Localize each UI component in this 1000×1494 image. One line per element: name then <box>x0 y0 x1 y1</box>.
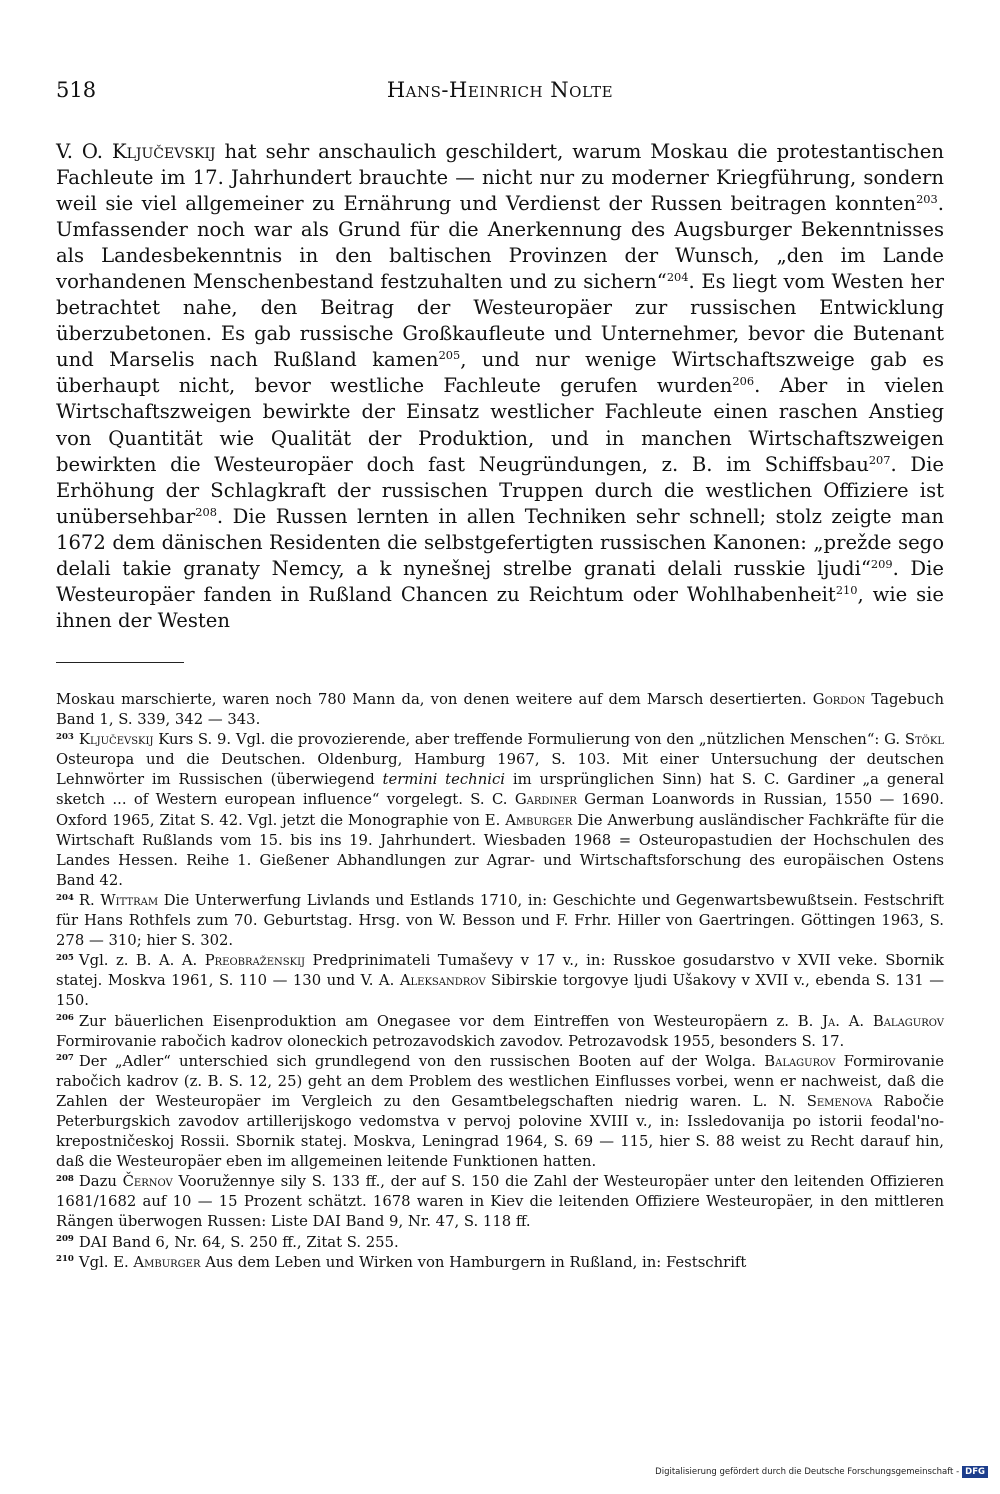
footnote-number: 207 <box>56 1053 74 1064</box>
text-run: Formirovanie rabočich kadrov (z. B. S. 12, 25) geht an dem Problem des westlichen Einflusses vorbei, wenn er nachweist, daß die Zahlen der Westeuropäer im Vergleich zu den Gesamtbelegschaften niedrig waren. L. N. <box>56 1052 944 1110</box>
text-run: Predprinimateli Tumaševy v 17 v., in: Russkoe gosudarstvo v XVII veke. Sbornik statej. Moskva 1961, S. 110 — 130 und V. A. <box>56 952 945 990</box>
text-run: Vgl. z. B. A. A. <box>78 952 205 970</box>
text-run: Vooružennye sily S. 133 ff., der auf S. 150 die Zahl der Westeuropäer unter den leitenden Offizieren 1681/1682 auf 10 — 15 Prozent schätzt. 1678 waren in Kiev die leitenden Offiziere Westeuropäer, in den mittleren Rängen überwogen Russen: Liste DAI Band 9, Nr. 47, S. 118 ff. <box>56 1173 945 1231</box>
footnote-ref: 210 <box>835 582 858 597</box>
text-run: Zur bäuerlichen Eisenproduktion am Onegasee vor dem Eintreffen von Westeuropäern z. B. <box>78 1012 823 1030</box>
text-run: Der „Adler“ unterschied sich grundlegend von den russischen Booten auf der Wolga. <box>78 1052 765 1070</box>
text-run: . Es liegt vom Westen her betrachtet nahe, den Beitrag der Westeuropäer zur russischen Entwicklung überzubetonen. Es gab russische Großkaufleute und Unternehmer, bevor die Butenant und Marselis nach Rußland kamen <box>56 270 944 372</box>
author-name: Semenova <box>806 1092 873 1110</box>
author-name: Balagurov <box>764 1052 836 1070</box>
page-number: 518 <box>56 78 97 102</box>
footnote-207 <box>56 1052 944 1173</box>
author-name: Stökl <box>904 731 944 749</box>
footnote-ref: 204 <box>666 270 689 285</box>
footnote-206 <box>56 1012 944 1052</box>
footnote-continuation <box>56 690 944 730</box>
text-run: Die Unterwerfung Livlands und Estlands 1710, in: Geschichte und Gegenwartsbewußtsein. Festschrift für Hans Rothfels zum 70. Geburtstag. Hrsg. von W. Besson und F. Frhr. Hiller von Gaertringen. Göttingen 1963, S. 278 — 310; hier S. 302. <box>56 891 944 950</box>
body-paragraph <box>56 139 944 634</box>
text-run: . Aber in vielen Wirtschaftszweigen bewirkte der Einsatz westlicher Fachleute einen raschen Anstieg von Quantität wie Qualität der Produktion, und in manchen Wirtschaftszweigen bewirkten die Westeuropäer doch fast Neugründungen, z. B. im Schiffsbau <box>56 374 944 476</box>
text-run: Moskau marschierte, waren noch 780 Mann da, von denen weitere auf dem Marsch desertierten. <box>56 691 813 708</box>
text-run: Die Anwerbung ausländischer Fachkräfte für die Wirtschaft Rußlands vom 15. bis ins 19. Jahrhundert. Wiesbaden 1968 = Osteuropastudien der Hochschulen des Landes Hessen. Reihe 1. Gießener Abhandlungen zur Agrar- und Wirtschaftsforschung des europäischen Ostens Band 42. <box>56 811 945 889</box>
text-run: Vgl. E. <box>78 1253 134 1271</box>
text-run: Kurs S. 9. Vgl. die provozierende, aber treffende Formulierung von den „nützlichen Menschen“: G. <box>153 731 905 749</box>
author-name: Aleksandrov <box>399 972 486 990</box>
text-run: . Die Russen lernten in allen Techniken sehr schnell; stolz zeigte man 1672 dem dänischen Residenten die selbstgefertigten russischen Kanonen: „prežde sego delali takie granaty Nemcy, a k nynešnej strelbe granati delali russkie ljudi“ <box>56 504 944 580</box>
footnote-210 <box>56 1253 944 1273</box>
footnote-number: 204 <box>56 892 74 903</box>
text-run: . Umfassender noch war als Grund für die Anerkennung des Augsburger Bekenntnisses als Landesbekenntnis in den baltischen Provinzen der Wunsch, „den im Lande vorhandenen Menschenbestand festzuhalten und zu sichern“ <box>56 192 944 294</box>
text-run: , und nur wenige Wirtschaftszweige gab es überhaupt nicht, bevor westliche Fachleute gerufen wurden <box>56 348 944 398</box>
credit-text: Digitalisierung gefördert durch die Deutsche Forschungsgemeinschaft - <box>655 1467 960 1477</box>
author-name: Černov <box>122 1173 173 1191</box>
text-run: . Die Erhöhung der Schlagkraft der russischen Truppen durch die westlichen Offiziere ist unübersehbar <box>56 452 944 528</box>
text-run: . Die Westeuropäer fanden in Rußland Chancen zu Reichtum oder Wohlhabenheit <box>56 556 944 606</box>
text-run: German Loanwords in Russian, 1550 — 1690. Oxford 1965, Zitat S. 42. Vgl. jetzt die Monographie von E. <box>56 791 944 829</box>
text-run: Osteuropa und die Deutschen. Oldenburg, Hamburg 1967, S. 103. Mit einer Untersuchung der deutschen Lehnwörter im Russischen (überwiegend <box>56 751 944 789</box>
footnote-204 <box>56 891 944 951</box>
text-run: hat sehr anschaulich geschildert, warum Moskau die protestantischen Fachleute im 17. Jahrhundert brauchte — nicht nur zu moderner Kriegführung, sondern weil sie viel allgemeiner zu Ernährung und Verdienst der Russen beitragen konnten <box>56 140 944 216</box>
footnote-203 <box>56 730 944 891</box>
text-run: , wie sie ihnen der Westen <box>56 582 944 632</box>
text-run: im ursprünglichen Sinn) hat S. C. Gardiner „a general sketch ... of Western european influence“ vorgelegt. S. C. <box>56 771 945 809</box>
author-name: Ključevskij <box>111 140 216 163</box>
footnote-ref: 209 <box>870 556 893 571</box>
author-name: Amburger <box>505 811 573 829</box>
italic-term: termini technici <box>382 771 505 789</box>
author-name: Gordon <box>812 691 866 708</box>
text-run: Sibirskie torgovye ljudi Ušakovy v XVII v., ebenda S. 131 — 150. <box>56 972 944 1010</box>
author-name: Amburger <box>133 1253 201 1271</box>
footnote-ref: 208 <box>195 504 217 519</box>
text-run: R. <box>78 891 101 909</box>
footnote-ref: 207 <box>868 452 891 467</box>
footnote-205 <box>56 951 944 1011</box>
footnote-208 <box>56 1172 944 1232</box>
author-name: Wittram <box>100 891 159 909</box>
author-name: Gardiner <box>514 791 577 809</box>
text-run: Dazu <box>78 1173 123 1191</box>
digitization-credit <box>655 1466 988 1478</box>
text-run: Aus dem Leben und Wirken von Hamburgern in Rußland, in: Festschrift <box>200 1253 747 1271</box>
footnote-number: 206 <box>56 1013 74 1024</box>
footnote-number: 208 <box>56 1173 74 1184</box>
footnotes <box>56 690 944 1273</box>
text-run: V. O. <box>56 140 112 163</box>
text-run: Formirovanie rabočich kadrov oloneckich petrozavodskich zavodov. Petrozavodsk 1955, besonders S. 17. <box>56 1032 845 1050</box>
footnote-number: 205 <box>56 952 74 963</box>
page-header <box>56 78 944 112</box>
main-text <box>56 139 944 634</box>
text-run: Rabočie Peterburgskich zavodov artillerijskogo vedomstva v pervoj polovine XVIII v., in: Issledovanija po istorii feodal'no-krepostničeskoj Rossii. Sbornik statej. Moskva, Leningrad 1964, S. 69 — 115, hier S. 88 weist zu Recht darauf hin, daß die Westeuropäer eben im allgemeinen leitende Funktionen hatten. <box>56 1092 944 1171</box>
footnote-number: 210 <box>56 1254 74 1265</box>
text-run: DAI Band 6, Nr. 64, S. 250 ff., Zitat S. 255. <box>78 1233 399 1251</box>
footnote-ref: 205 <box>438 348 461 363</box>
author-name: Ja. A. Balagurov <box>822 1012 944 1030</box>
text-run: Tagebuch Band 1, S. 339, 342 — 343. <box>56 691 944 729</box>
footnote-divider <box>56 662 184 663</box>
footnote-209 <box>56 1233 944 1253</box>
author-name: Ključevskij <box>78 731 154 749</box>
dfg-logo-icon: DFG <box>962 1466 988 1478</box>
footnote-number: 203 <box>56 731 74 742</box>
footnote-ref: 203 <box>916 192 938 207</box>
running-head: Hans-Heinrich Nolte <box>386 78 614 102</box>
footnote-number: 209 <box>56 1234 74 1245</box>
footnote-ref: 206 <box>732 374 755 389</box>
author-name: Preobraženskij <box>204 952 306 970</box>
